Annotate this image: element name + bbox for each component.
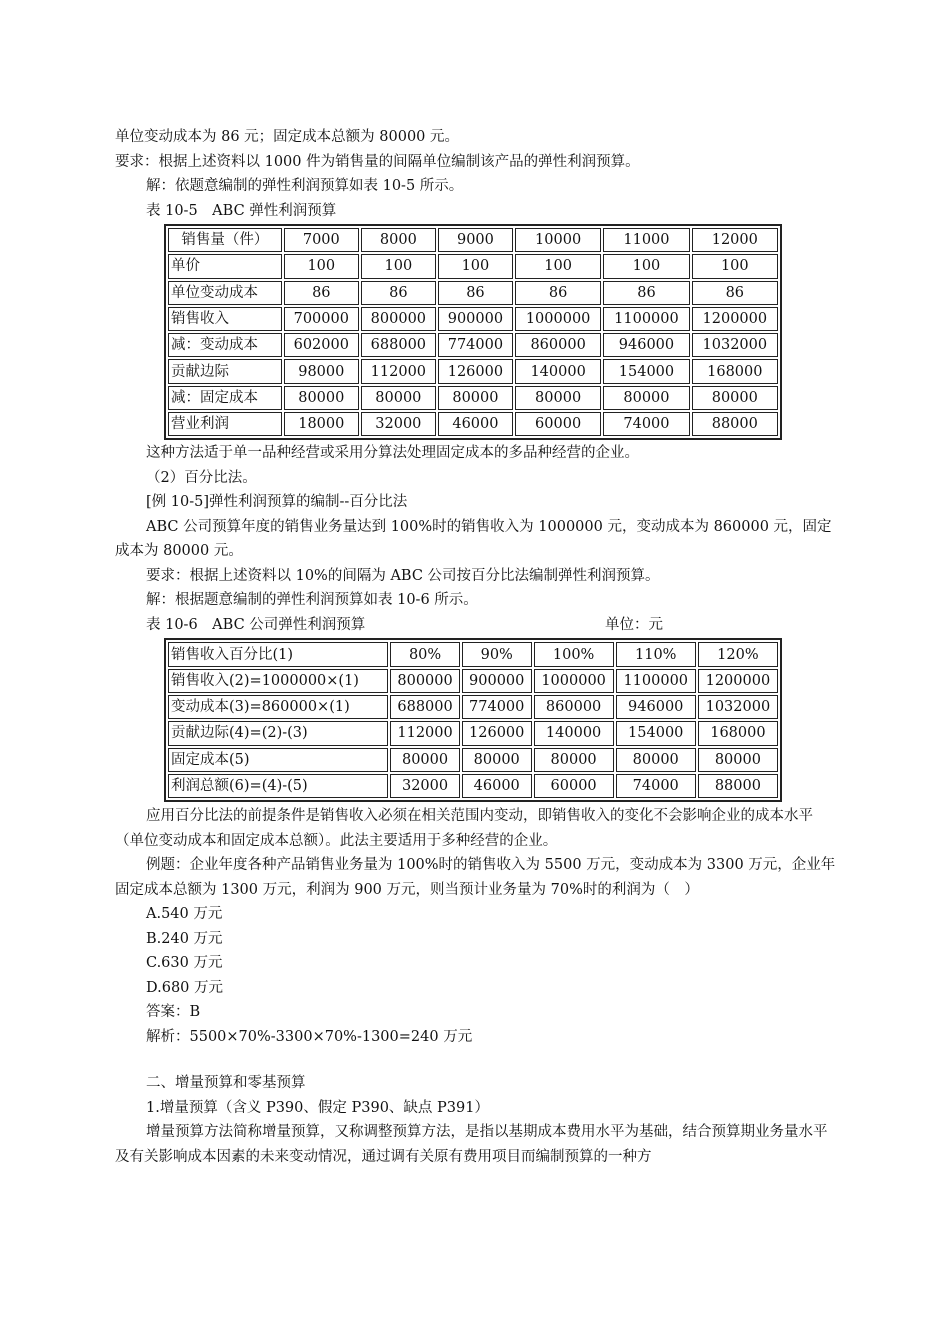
table-cell: 100 xyxy=(515,254,601,278)
table-header-row xyxy=(168,228,778,252)
table-cell: 1200000 xyxy=(698,669,778,693)
table-row xyxy=(168,281,778,305)
row-label: 销售收入(2)=1000000×(1) xyxy=(168,669,388,693)
table-row xyxy=(168,748,778,772)
section-heading: 二、增量预算和零基预算 xyxy=(146,1075,306,1092)
table-cell: 126000 xyxy=(438,359,513,383)
table-header-cell: 9000 xyxy=(438,228,513,252)
table-cell: 86 xyxy=(603,281,689,305)
after-paragraph-1: 应用百分比法的前提条件是销售收入必须在相关范围内变动，即销售收入的变化不会影响企业的成本水平（单位变动成本和固定成本总额）。此法主要适用于多种经营的企业。 xyxy=(115,808,813,849)
table-cell: 18000 xyxy=(284,412,359,436)
table-cell: 60000 xyxy=(534,774,614,798)
table-cell: 80000 xyxy=(698,748,778,772)
table-cell: 900000 xyxy=(462,669,532,693)
table-cell: 32000 xyxy=(361,412,436,436)
row-label: 固定成本(5) xyxy=(168,748,388,772)
table-cell: 112000 xyxy=(390,721,460,745)
table-cell: 154000 xyxy=(616,721,696,745)
spacer xyxy=(115,1049,840,1071)
table-row xyxy=(168,669,778,693)
option-d: D.680 万元 xyxy=(146,979,224,996)
table-row xyxy=(168,774,778,798)
table-cell: 1000000 xyxy=(534,669,614,693)
table-header-cell: 8000 xyxy=(361,228,436,252)
table-header-cell: 80% xyxy=(390,642,460,666)
table-cell: 900000 xyxy=(438,307,513,331)
table-header-cell: 120% xyxy=(698,642,778,666)
intro-line-3: 解：依题意编制的弹性利润预算如表 10-5 所示。 xyxy=(146,178,464,194)
table2-caption-text: 表 10-6 ABC 公司弹性利润预算 xyxy=(146,616,366,633)
table-header-label: 销售收入百分比(1) xyxy=(168,642,388,666)
table-cell: 774000 xyxy=(462,695,532,719)
table-cell: 800000 xyxy=(361,307,436,331)
table-cell: 32000 xyxy=(390,774,460,798)
row-label: 变动成本(3)=860000×(1) xyxy=(168,695,388,719)
table1-caption xyxy=(115,199,840,224)
flexible-profit-budget-table-10-6 xyxy=(164,638,782,802)
table-cell: 168000 xyxy=(698,721,778,745)
answer-line: 答案：B xyxy=(146,1004,201,1021)
table-row xyxy=(168,254,778,278)
table-cell: 860000 xyxy=(534,695,614,719)
row-label: 减：固定成本 xyxy=(168,386,282,410)
mid-line-4: 要求：根据上述资料以 10%的间隔为 ABC 公司按百分比法编制弹性利润预算。 xyxy=(146,567,660,584)
table-cell: 98000 xyxy=(284,359,359,383)
table-cell: 100 xyxy=(361,254,436,278)
table-cell: 80000 xyxy=(390,748,460,772)
table2-unit: 单位：元 xyxy=(605,616,663,633)
table-row xyxy=(168,333,778,357)
document-page xyxy=(115,125,840,1169)
row-label: 营业利润 xyxy=(168,412,282,436)
section-paragraph: 增量预算方法简称增量预算，又称调整预算方法，是指以基期成本费用水平为基础，结合预算期业务量水平及有关影响成本因素的未来变动情况，通过调有关原有费用项目而编制预算的一种方 xyxy=(115,1124,828,1165)
row-label: 单价 xyxy=(168,254,282,278)
row-label: 贡献边际 xyxy=(168,359,282,383)
table-cell: 100 xyxy=(603,254,689,278)
table-cell: 860000 xyxy=(515,333,601,357)
option-a: A.540 万元 xyxy=(146,906,223,923)
flexible-profit-budget-table-10-5 xyxy=(164,224,782,440)
table-cell: 86 xyxy=(515,281,601,305)
table-cell: 1100000 xyxy=(616,669,696,693)
table-header-cell: 12000 xyxy=(692,228,778,252)
table-row xyxy=(168,695,778,719)
table-cell: 86 xyxy=(284,281,359,305)
section-subheading: 1.增量预算（含义 P390、假定 P390、缺点 P391） xyxy=(146,1099,489,1116)
table-header-cell: 110% xyxy=(616,642,696,666)
mid-line-2: （2）百分比法。 xyxy=(146,469,257,486)
table-cell: 774000 xyxy=(438,333,513,357)
table-cell: 60000 xyxy=(515,412,601,436)
table-cell: 140000 xyxy=(515,359,601,383)
table-cell: 100 xyxy=(692,254,778,278)
table-cell: 946000 xyxy=(603,333,689,357)
table-header-label: 销售量（件） xyxy=(168,228,282,252)
analysis-line: 解析：5500×70%-3300×70%-1300=240 万元 xyxy=(146,1028,473,1045)
table-row xyxy=(168,386,778,410)
row-label: 利润总额(6)=(4)-(5) xyxy=(168,774,388,798)
table-cell: 88000 xyxy=(692,412,778,436)
mid-line-1: 这种方法适于单一品种经营或采用分算法处理固定成本的多品种经营的企业。 xyxy=(146,445,639,462)
table-cell: 46000 xyxy=(462,774,532,798)
table-cell: 74000 xyxy=(603,412,689,436)
table-cell: 80000 xyxy=(361,386,436,410)
table-cell: 80000 xyxy=(616,748,696,772)
table-cell: 1100000 xyxy=(603,307,689,331)
table-row xyxy=(168,307,778,331)
table-cell: 80000 xyxy=(284,386,359,410)
table-cell: 168000 xyxy=(692,359,778,383)
table-row xyxy=(168,721,778,745)
table-header-cell: 11000 xyxy=(603,228,689,252)
example-paragraph: ABC 公司预算年度的销售业务量达到 100%时的销售收入为 1000000 元，变动成本为 860000 元，固定成本为 80000 元。 xyxy=(115,518,832,560)
table-cell: 46000 xyxy=(438,412,513,436)
table1-caption-text: 表 10-5 ABC 弹性利润预算 xyxy=(146,202,337,219)
table-header-cell: 100% xyxy=(534,642,614,666)
table-row xyxy=(168,359,778,383)
table-cell: 100 xyxy=(438,254,513,278)
table2-caption xyxy=(115,613,840,638)
table-cell: 80000 xyxy=(534,748,614,772)
row-label: 减：变动成本 xyxy=(168,333,282,357)
row-label: 单位变动成本 xyxy=(168,281,282,305)
option-b: B.240 万元 xyxy=(146,930,223,947)
mid-line-5: 解：根据题意编制的弹性利润预算如表 10-6 所示。 xyxy=(146,592,478,609)
table-cell: 100 xyxy=(284,254,359,278)
table-cell: 86 xyxy=(361,281,436,305)
table-cell: 140000 xyxy=(534,721,614,745)
table-cell: 800000 xyxy=(390,669,460,693)
table-header-cell: 7000 xyxy=(284,228,359,252)
table-cell: 602000 xyxy=(284,333,359,357)
option-c: C.630 万元 xyxy=(146,955,223,972)
table-cell: 80000 xyxy=(462,748,532,772)
table-cell: 86 xyxy=(692,281,778,305)
table-cell: 86 xyxy=(438,281,513,305)
table-header-row xyxy=(168,642,778,666)
row-label: 销售收入 xyxy=(168,307,282,331)
table-cell: 1200000 xyxy=(692,307,778,331)
table-cell: 80000 xyxy=(438,386,513,410)
table-row xyxy=(168,412,778,436)
table-cell: 1032000 xyxy=(698,695,778,719)
table-cell: 154000 xyxy=(603,359,689,383)
table-cell: 700000 xyxy=(284,307,359,331)
table-cell: 1000000 xyxy=(515,307,601,331)
table-cell: 688000 xyxy=(361,333,436,357)
intro-line-2: 要求：根据上述资料以 1000 件为销售量的间隔单位编制该产品的弹性利润预算。 xyxy=(115,153,640,170)
example-title: [例 10-5]弹性利润预算的编制--百分比法 xyxy=(146,494,408,511)
table-cell: 88000 xyxy=(698,774,778,798)
table-cell: 126000 xyxy=(462,721,532,745)
table-cell: 80000 xyxy=(692,386,778,410)
question-paragraph: 例题：企业年度各种产品销售业务量为 100%时的销售收入为 5500 万元，变动成本为 3300 万元，企业年固定成本总额为 1300 万元，利润为 900 万元，则当预计业务量为 70%时的利润为（ ） xyxy=(115,857,836,898)
table-cell: 946000 xyxy=(616,695,696,719)
table-cell: 112000 xyxy=(361,359,436,383)
intro-line-1: 单位变动成本为 86 元；固定成本总额为 80000 元。 xyxy=(115,129,460,145)
table-cell: 80000 xyxy=(603,386,689,410)
table-cell: 688000 xyxy=(390,695,460,719)
table-header-cell: 90% xyxy=(462,642,532,666)
table-header-cell: 10000 xyxy=(515,228,601,252)
table-cell: 1032000 xyxy=(692,333,778,357)
table-cell: 74000 xyxy=(616,774,696,798)
row-label: 贡献边际(4)=(2)-(3) xyxy=(168,721,388,745)
table-cell: 80000 xyxy=(515,386,601,410)
